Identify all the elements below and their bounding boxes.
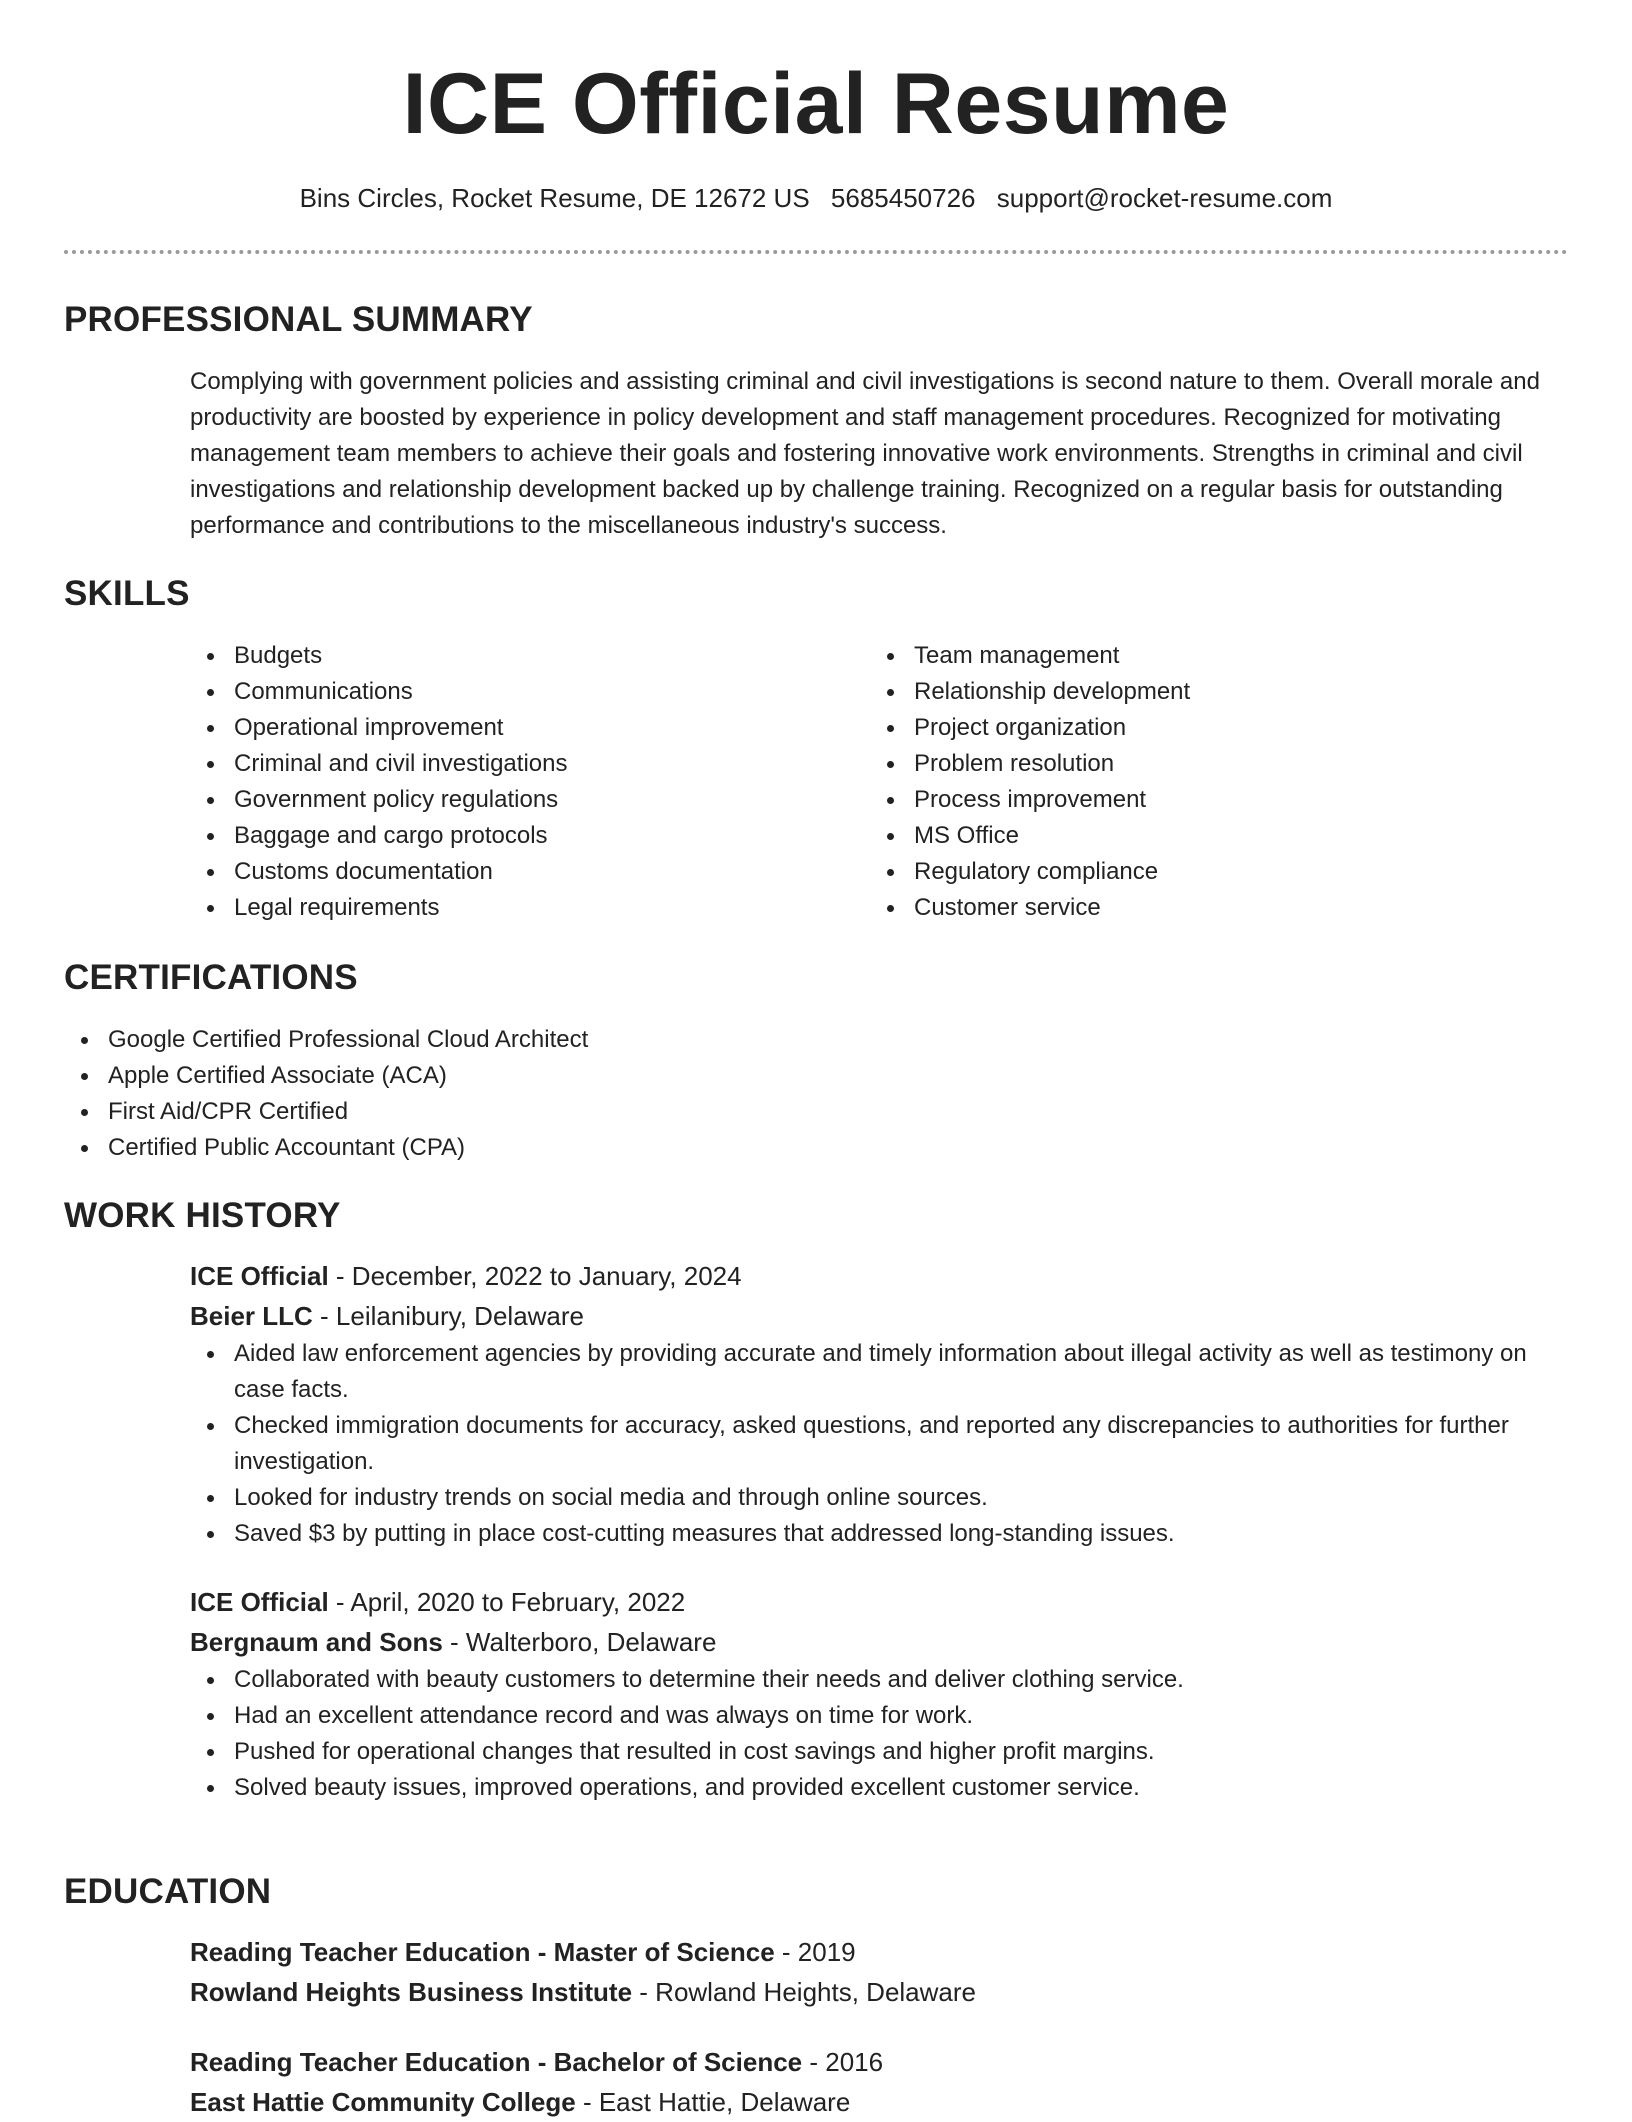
- education-year: - 2016: [802, 2047, 884, 2077]
- certifications-list: [64, 1022, 1442, 1166]
- education-section: [64, 1870, 1568, 2122]
- skill-item: Relationship development: [870, 674, 1550, 710]
- job-dates: - April, 2020 to February, 2022: [328, 1587, 686, 1617]
- education-school: East Hattie Community College: [190, 2087, 576, 2117]
- job-duty-item: Saved $3 by putting in place cost-cutting measures that addressed long-standing issues.: [190, 1516, 1568, 1552]
- education-degree: Reading Teacher Education - Master of Science: [190, 1937, 775, 1967]
- job-duties-list: [190, 1662, 1568, 1806]
- certification-item: Apple Certified Associate (ACA): [64, 1058, 1442, 1094]
- job-role: ICE Official: [190, 1261, 329, 1291]
- skill-item: Customs documentation: [190, 854, 870, 890]
- education-entry: [190, 2042, 1568, 2122]
- job-location: - Walterboro, Delaware: [442, 1627, 717, 1657]
- skill-item: Regulatory compliance: [870, 854, 1550, 890]
- summary-text: Complying with government policies and assisting criminal and civil investigations is second nature to them. Overall morale and productivity are boosted by experience in policy development and staff management procedures. Recognized for motivating management team members to achieve their goals and fostering innovative work environments. Strengths in criminal and civil investigations and relationship development backed up by challenge training. Recognized on a regular basis for outstanding performance and contributions to the miscellaneous industry's success.: [190, 368, 1540, 539]
- job-duty-item: Solved beauty issues, improved operations, and provided excellent customer service.: [190, 1770, 1568, 1806]
- education-degree: Reading Teacher Education - Bachelor of Science: [190, 2047, 803, 2077]
- job-entry: [190, 1582, 1568, 1806]
- contact-email: support@rocket-resume.com: [996, 183, 1333, 213]
- certification-item: Certified Public Accountant (CPA): [64, 1130, 1442, 1166]
- job-entry: [190, 1256, 1568, 1552]
- education-school: Rowland Heights Business Institute: [190, 1977, 633, 2007]
- work-history-title: WORK HISTORY: [64, 1196, 341, 1235]
- contact-phone: 5685450726: [830, 183, 976, 213]
- contact-address: Bins Circles, Rocket Resume, DE 12672 US: [299, 183, 810, 213]
- skill-item: Budgets: [190, 638, 870, 674]
- skills-list-left: [190, 638, 870, 926]
- education-degree-line: [190, 2042, 1568, 2082]
- education-entries: [190, 1932, 1568, 2122]
- job-role: ICE Official: [190, 1587, 329, 1617]
- skill-item: MS Office: [870, 818, 1550, 854]
- skill-item: Government policy regulations: [190, 782, 870, 818]
- header-divider: [64, 250, 1568, 254]
- skill-item: Problem resolution: [870, 746, 1550, 782]
- skills-section: [64, 572, 1568, 926]
- skill-item: Team management: [870, 638, 1550, 674]
- skills-title: SKILLS: [64, 574, 190, 613]
- education-entry: [190, 1932, 1568, 2012]
- skill-item: Baggage and cargo protocols: [190, 818, 870, 854]
- certifications-title: CERTIFICATIONS: [64, 958, 358, 997]
- summary-section: [64, 298, 1568, 544]
- work-entries: [190, 1256, 1568, 1806]
- skill-item: Communications: [190, 674, 870, 710]
- job-duty-item: Aided law enforcement agencies by providing accurate and timely information about illegal activity as well as testimony on case facts.: [190, 1336, 1568, 1408]
- skill-item: Operational improvement: [190, 710, 870, 746]
- skill-item: Customer service: [870, 890, 1550, 926]
- job-company-line: [190, 1622, 1568, 1662]
- skills-list-right: [870, 638, 1550, 926]
- job-duties-list: [190, 1336, 1568, 1552]
- job-company-line: [190, 1296, 1568, 1336]
- summary-title: PROFESSIONAL SUMMARY: [64, 300, 533, 339]
- education-title: EDUCATION: [64, 1872, 272, 1911]
- resume-name: ICE Official Resume: [402, 56, 1230, 152]
- skill-item: Process improvement: [870, 782, 1550, 818]
- education-location: - East Hattie, Delaware: [575, 2087, 851, 2117]
- job-duty-item: Had an excellent attendance record and was always on time for work.: [190, 1698, 1568, 1734]
- job-company: Beier LLC: [190, 1301, 313, 1331]
- job-title-line: [190, 1582, 1568, 1622]
- skill-item: Criminal and civil investigations: [190, 746, 870, 782]
- job-duty-item: Collaborated with beauty customers to determine their needs and deliver clothing service.: [190, 1662, 1568, 1698]
- job-duty-item: Pushed for operational changes that resulted in cost savings and higher profit margins.: [190, 1734, 1568, 1770]
- certifications-section: [64, 956, 1568, 1166]
- job-duty-item: Looked for industry trends on social media and through online sources.: [190, 1480, 1568, 1516]
- education-year: - 2019: [774, 1937, 856, 1967]
- education-school-line: [190, 2082, 1568, 2122]
- education-location: - Rowland Heights, Delaware: [632, 1977, 976, 2007]
- contact-line: [0, 180, 1632, 216]
- certification-item: Google Certified Professional Cloud Architect: [64, 1022, 1442, 1058]
- job-dates: - December, 2022 to January, 2024: [328, 1261, 742, 1291]
- work-history-section: [64, 1194, 1568, 1806]
- education-school-line: [190, 1972, 1568, 2012]
- education-degree-line: [190, 1932, 1568, 1972]
- job-duty-item: Checked immigration documents for accuracy, asked questions, and reported any discrepancies to authorities for further investigation.: [190, 1408, 1568, 1480]
- certification-item: First Aid/CPR Certified: [64, 1094, 1442, 1130]
- job-company: Bergnaum and Sons: [190, 1627, 443, 1657]
- job-title-line: [190, 1256, 1568, 1296]
- skill-item: Legal requirements: [190, 890, 870, 926]
- skill-item: Project organization: [870, 710, 1550, 746]
- job-location: - Leilanibury, Delaware: [312, 1301, 585, 1331]
- skills-grid: [190, 638, 1568, 926]
